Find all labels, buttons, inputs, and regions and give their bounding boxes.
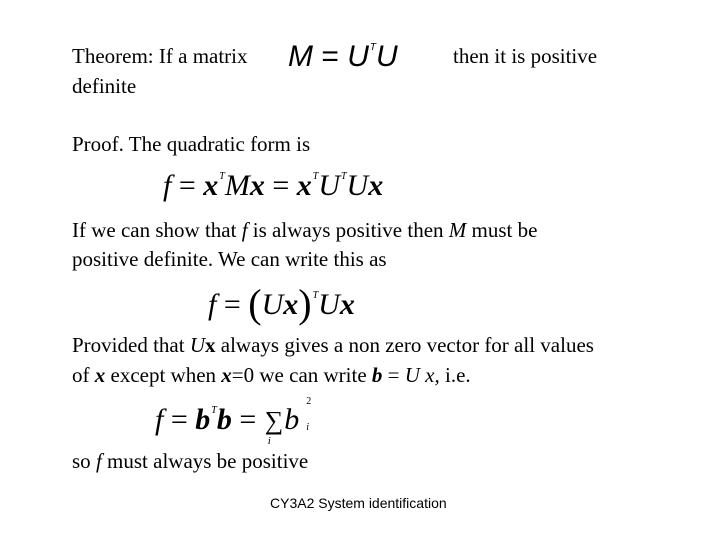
para3-text: Provided that	[72, 333, 190, 357]
right-parenthesis: )	[298, 281, 312, 326]
para2-text: is always positive then	[247, 218, 449, 242]
para3-text: =0 we can write	[231, 363, 372, 387]
index-sub: i	[306, 422, 310, 433]
eq-equals: =	[231, 403, 264, 436]
para3-text: of	[72, 363, 95, 387]
para3-text: =	[382, 363, 405, 387]
summation-symbol	[264, 406, 284, 447]
symbol-f: f	[95, 449, 102, 473]
proof-text: . The quadratic form is	[118, 132, 311, 156]
eq-symbol-x: x	[203, 169, 219, 202]
theorem-line-1	[72, 42, 248, 70]
symbol-x: x	[205, 333, 216, 357]
equation-sum-of-squares	[155, 396, 312, 447]
eq-equals: =	[264, 169, 297, 202]
summation-index: i	[267, 435, 271, 447]
transpose-sup: T	[312, 171, 319, 182]
eq-symbol-x: x	[296, 169, 312, 202]
proof-label: Proof	[72, 132, 119, 156]
eq-equals: =	[313, 40, 348, 73]
left-parenthesis: (	[248, 281, 262, 326]
para4-text: so	[72, 449, 96, 473]
square-sup: 2	[306, 396, 312, 407]
eq-symbol-U: U	[261, 288, 284, 321]
eq-symbol-U: U	[346, 169, 369, 202]
transpose-sup: T	[340, 171, 347, 182]
eq-symbol-M: M	[288, 40, 313, 73]
paragraph-2-line-2	[72, 245, 387, 273]
theorem-suffix-line	[453, 42, 597, 70]
eq-symbol-U: U	[318, 169, 340, 202]
symbol-M: M	[448, 218, 467, 242]
theorem-equation	[288, 42, 398, 72]
eq-symbol-M: M	[224, 169, 250, 202]
eq-symbol-f: f	[155, 403, 164, 436]
eq-symbol-b: b	[284, 403, 300, 436]
slide-footer: CY3A2 System identification	[270, 495, 447, 511]
eq-symbol-b: b	[195, 403, 211, 436]
eq-symbol-U: U	[375, 40, 398, 73]
para3-text: always gives a non zero vector for all values	[215, 333, 594, 357]
eq-symbol-U: U	[347, 40, 369, 73]
eq-equals: =	[171, 169, 204, 202]
theorem-suffix: then it is positive	[453, 44, 598, 68]
equation-quadratic-form	[163, 171, 383, 201]
paragraph-3-line-1	[72, 331, 594, 359]
para3-text: i.e.	[439, 363, 471, 387]
transpose-sup: T	[369, 42, 376, 53]
paragraph-3-line-2	[72, 361, 471, 389]
eq-symbol-f: f	[208, 288, 217, 321]
transpose-sup: T	[211, 405, 217, 416]
theorem-prefix: Theorem: If a matrix	[72, 44, 248, 68]
symbol-x: x	[221, 363, 232, 387]
eq-symbol-b-indexed	[284, 396, 312, 436]
equation-rewritten	[208, 281, 355, 326]
symbol-b: b	[371, 363, 383, 387]
symbol-Ux: U x,	[404, 363, 440, 387]
eq-symbol-f: f	[163, 169, 172, 202]
eq-equals: =	[216, 288, 249, 321]
summation-sigma: ∑	[264, 406, 284, 435]
eq-symbol-U: U	[318, 288, 340, 321]
eq-symbol-x: x	[249, 169, 265, 202]
symbol-U: U	[189, 333, 205, 357]
transpose-sup: T	[219, 171, 225, 182]
eq-symbol-b: b	[216, 403, 232, 436]
para4-text: must always be positive	[101, 449, 309, 473]
para3-text: except when	[105, 363, 222, 387]
eq-equals: =	[163, 403, 196, 436]
paragraph-4	[72, 447, 308, 475]
transpose-sup: T	[312, 290, 319, 301]
para2-text: If we can show that	[72, 218, 242, 242]
theorem-line-2	[72, 72, 136, 100]
theorem-line2-text: definite	[72, 74, 137, 98]
symbol-f: f	[241, 218, 248, 242]
symbol-x: x	[94, 363, 106, 387]
eq-symbol-x: x	[339, 288, 355, 321]
para2-text: positive definite. We can write this as	[72, 247, 387, 271]
proof-line	[72, 130, 310, 158]
eq-symbol-x: x	[283, 288, 299, 321]
para2-text: must be	[466, 218, 538, 242]
eq-symbol-x: x	[368, 169, 384, 202]
paragraph-2-line-1	[72, 216, 537, 244]
